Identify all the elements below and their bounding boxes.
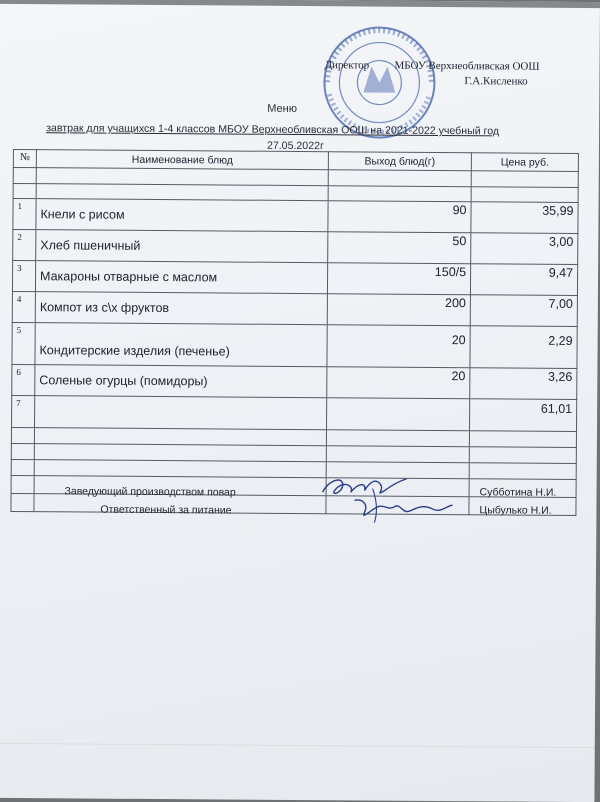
- row-price: 9,47: [548, 265, 574, 280]
- row-number: 2: [13, 230, 36, 261]
- signature-name-2: Цыбулько Н.И.: [479, 504, 552, 517]
- row-dish-name: Макароны отварные с маслом: [35, 261, 327, 294]
- row-output: 20: [451, 332, 466, 347]
- row-number: 1: [13, 199, 36, 230]
- table-row: [12, 261, 577, 296]
- total-number: 7: [12, 395, 35, 427]
- row-dish-name: Компот из с\х фруктов: [35, 292, 327, 325]
- row-price: 3,00: [548, 234, 574, 249]
- approval-org: МБОУ Верхнеобливская ООШ: [394, 59, 540, 73]
- header-number: №: [13, 150, 36, 168]
- row-output: 90: [452, 203, 467, 218]
- table-row: [12, 364, 577, 399]
- menu-title: Меню: [267, 102, 298, 115]
- row-number: 5: [12, 322, 35, 364]
- row-output: 200: [444, 296, 466, 311]
- approval-director: Г.А.Кисленко: [464, 75, 528, 88]
- table-row: [12, 291, 577, 326]
- row-number: 4: [12, 291, 35, 322]
- row-output: 150/5: [434, 264, 467, 280]
- table-row: [13, 199, 578, 234]
- row-price: 3,26: [547, 369, 573, 384]
- table-row: [12, 322, 577, 368]
- approval-prefix: Директор: [324, 59, 370, 72]
- menu-subtitle: завтрак для учащихся 1-4 классов МБОУ Верхнеобливская ООШ на 2021-2022 учебный год: [46, 122, 500, 138]
- page-fold: [0, 743, 595, 748]
- total-row: [12, 395, 577, 431]
- row-dish-name: Кондитерские изделия (печенье): [35, 323, 327, 367]
- header-price: Цена руб.: [471, 153, 578, 172]
- signature-role-2: Ответственный за питание: [100, 503, 232, 517]
- signature-role-1: Заведующий производством повар: [64, 485, 236, 499]
- row-price: 7,00: [548, 296, 573, 311]
- total-price: 61,01: [540, 401, 573, 416]
- row-price: 35,99: [542, 203, 574, 218]
- row-output: 50: [452, 234, 467, 249]
- row-dish-name: Кнели с рисом: [36, 199, 328, 232]
- row-number: 6: [12, 364, 35, 395]
- header-output: Выход блюд(г): [328, 152, 471, 171]
- table-row: [13, 230, 578, 265]
- menu-date: 27.05.2022г: [266, 139, 324, 153]
- page-edge: [0, 0, 600, 8]
- approval-block: [324, 58, 539, 89]
- row-price: 2,29: [548, 333, 573, 348]
- row-number: 3: [12, 261, 35, 292]
- row-output: 20: [451, 369, 466, 384]
- row-dish-name: Хлеб пшеничный: [36, 230, 328, 263]
- menu-table: [10, 149, 579, 516]
- header-dish-name: Наименование блюд: [36, 150, 328, 170]
- handwritten-signatures: [314, 470, 464, 526]
- row-dish-name: Соленые огурцы (помидоры): [35, 365, 327, 398]
- signature-name-1: Субботина Н.И.: [479, 486, 557, 499]
